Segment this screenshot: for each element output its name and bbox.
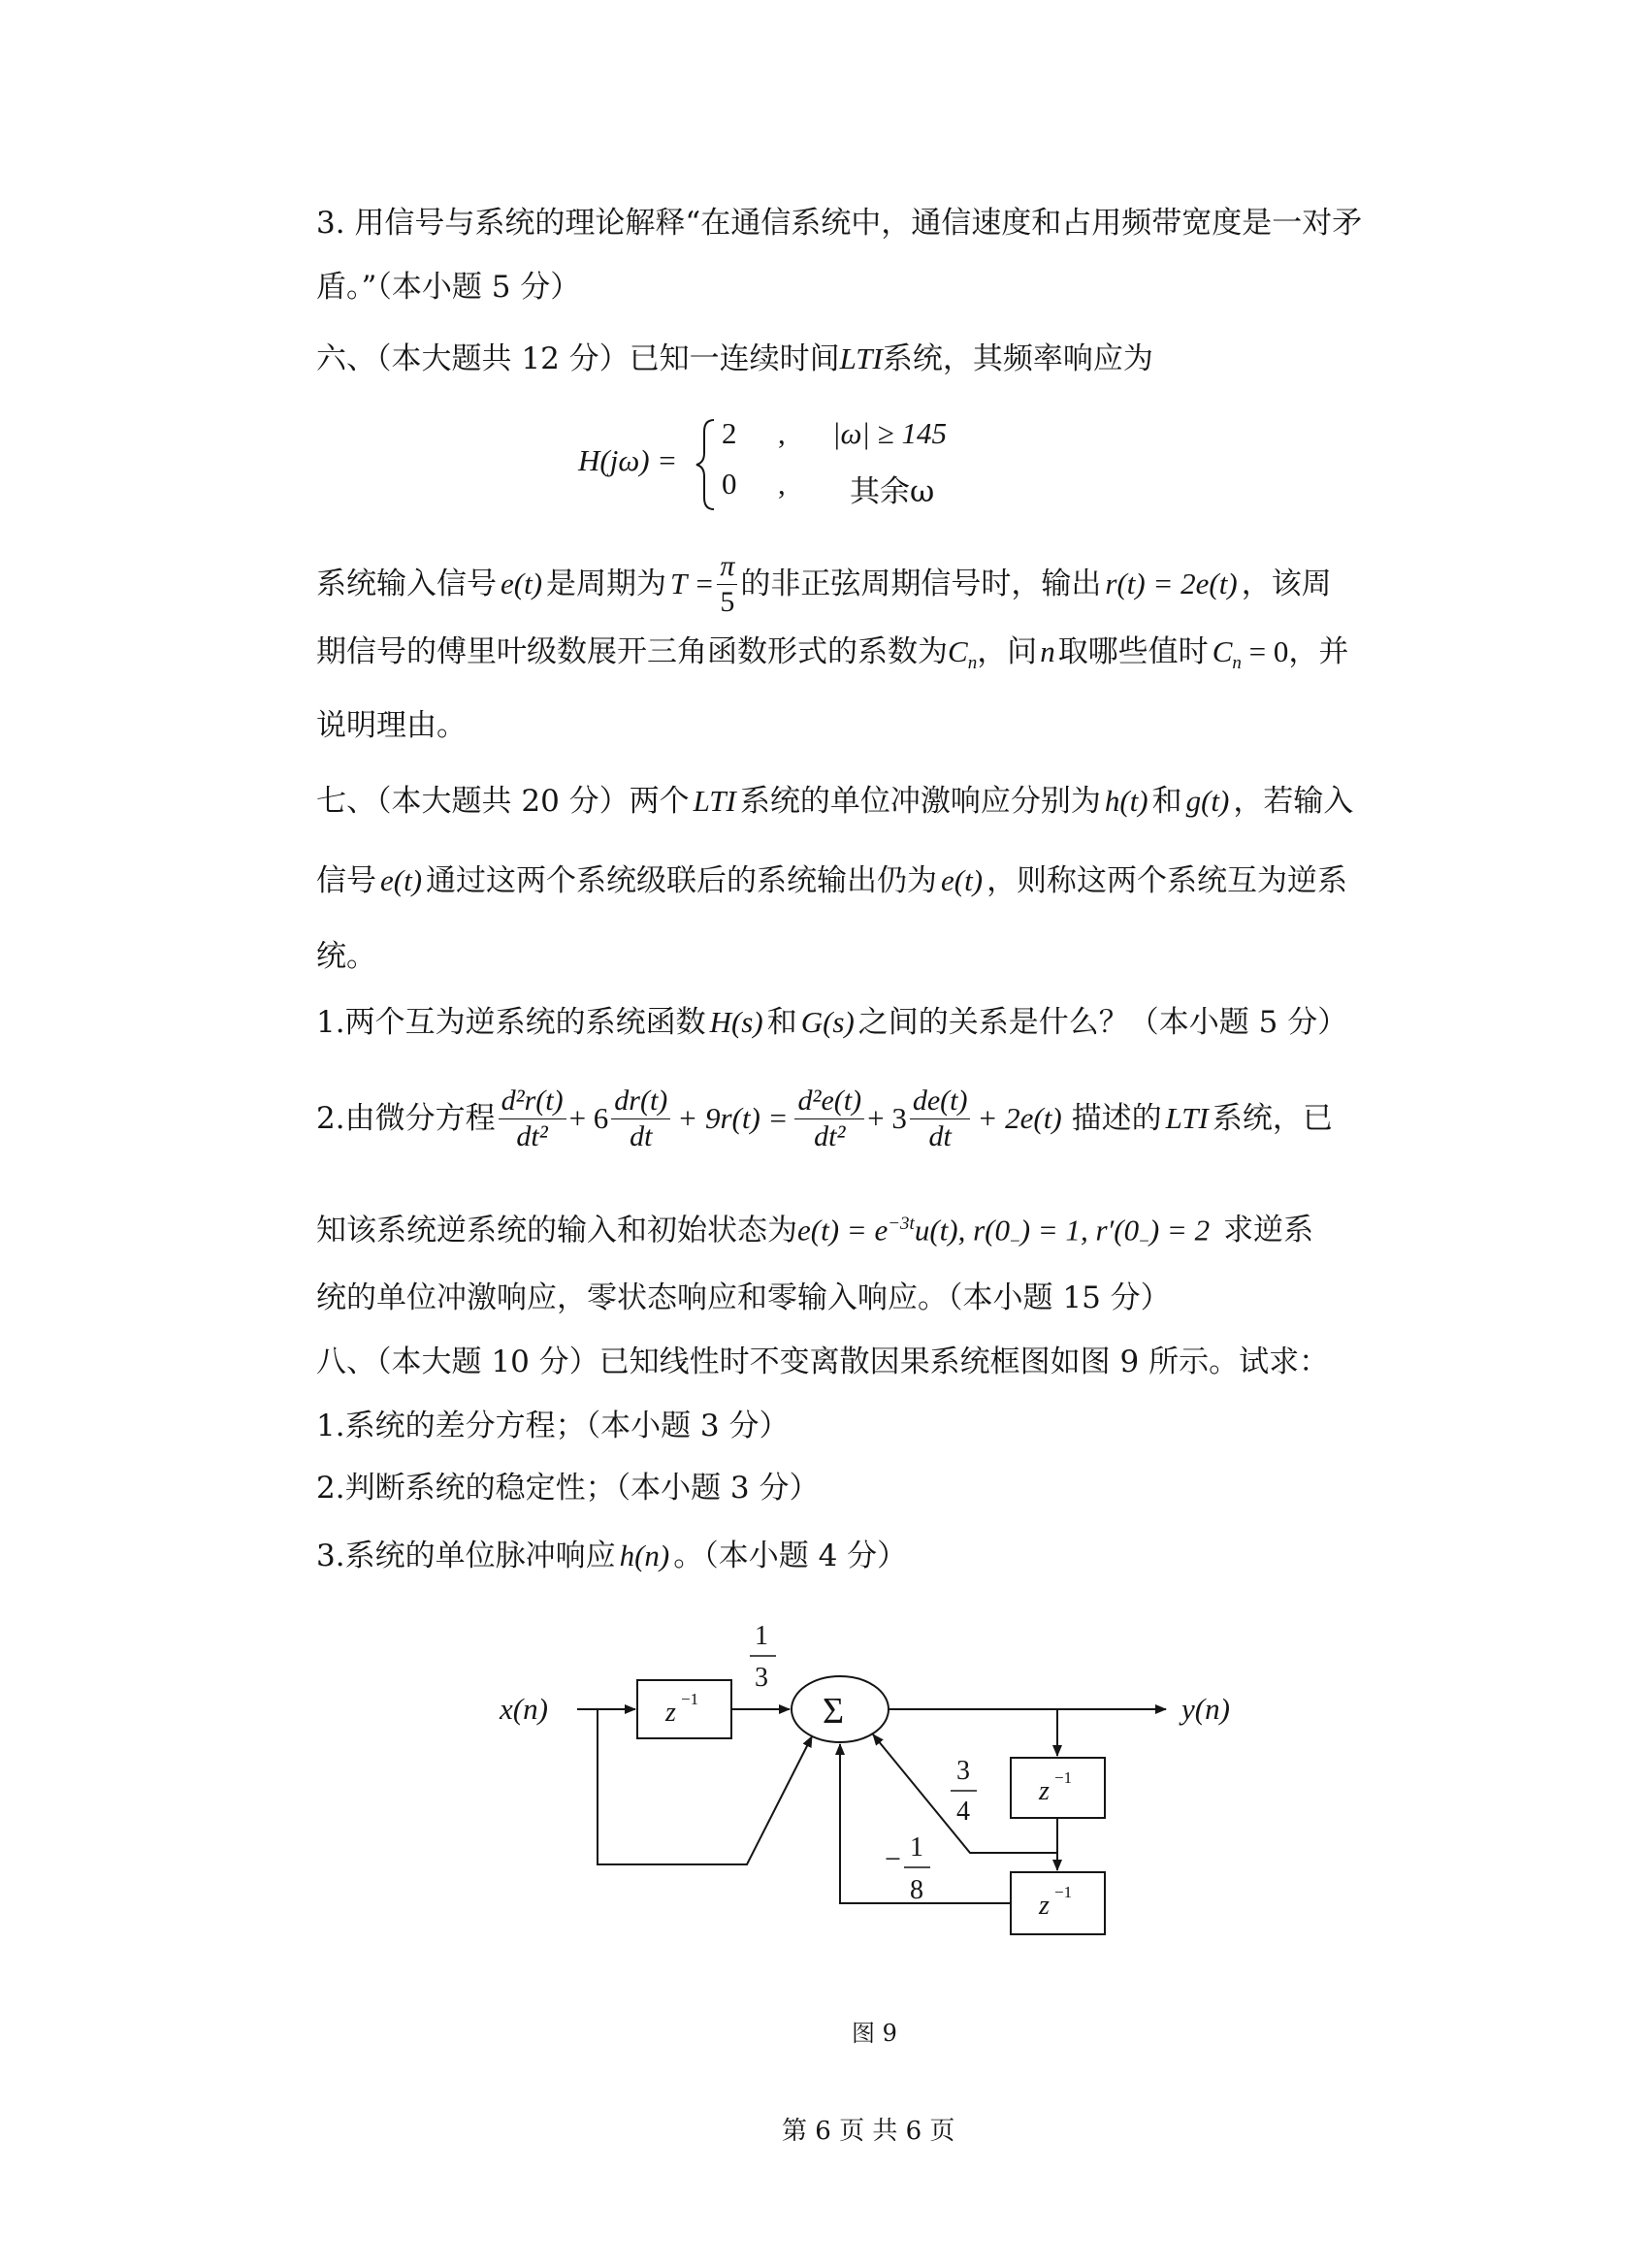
gain-top-den: 3 [755, 1663, 768, 1693]
feedback-3-4 [873, 1734, 1057, 1853]
brace-icon [693, 416, 718, 513]
delay-label-2: z [1039, 1776, 1050, 1806]
feedback-minus-1-8 [840, 1744, 1011, 1903]
q6-header: 六、（本大题共 12 分）已知一连续时间LTI系统，其频率响应为 [316, 341, 1153, 376]
delay-box-2 [1011, 1758, 1105, 1818]
q7-header: 七、（本大题共 20 分）两个 LTI 系统的单位冲激响应分别为 h(t) 和 g(t) ，若输入 [316, 784, 1354, 819]
case1-comma: , [778, 416, 786, 450]
gain-bot-num: 1 [910, 1832, 923, 1863]
gain-mid-num: 3 [956, 1756, 970, 1786]
q6-body-line2: 期信号的傅里叶级数展开三角函数形式的系数为$C_n$，问n取哪些值时 $C_n = 0$，并 [316, 634, 1349, 674]
figure-caption: 图 9 [852, 2020, 897, 2047]
delay-box-3 [1011, 1872, 1105, 1934]
q8-sub2: 2.判断系统的稳定性；（本小题 3 分） [316, 1471, 820, 1506]
q7-line5: 知该系统逆系统的输入和初始状态为$e(t) = e^{-3t}u(t)$, $r(0_-) = 1$, $r'(0_-) = 2$ 求逆系 [316, 1213, 1314, 1252]
delay-label-1: z [665, 1698, 676, 1728]
delay-exp-2: −1 [1054, 1768, 1073, 1787]
q5-item3-line1: 3. 用信号与系统的理论解释“在通信系统中，通信速度和占用频带宽度是一对矛 [316, 206, 1363, 241]
q7-sub2: 2.由微分方程 $\frac{\text{d²r(t)}}{\text{dt²}}$ + 6 $\frac{dr(t)}{dt}$ + 9r(t) = $\frac{\text{d²e(t)}}{\text{dt²}}$ + 3 $\frac{de(t)}{dt}$ + 2e(t) 描述的 LTI 系统，已 [316, 1084, 1333, 1152]
sum-symbol: Σ [823, 1691, 845, 1732]
case2-comma: , [778, 467, 786, 501]
gain-bot-den: 8 [910, 1875, 923, 1905]
case1-value: 2 [722, 416, 737, 450]
bypass-path [598, 1709, 812, 1864]
output-label: y(n) [1181, 1692, 1230, 1726]
q7-line6: 统的单位冲激响应，零状态响应和零输入响应。（本小题 15 分） [316, 1280, 1171, 1315]
case2-condition: 其余ω [850, 474, 935, 509]
q8-sub1: 1.系统的差分方程；（本小题 3 分） [316, 1409, 790, 1443]
delay-box-1 [637, 1680, 731, 1738]
input-label: x(n) [500, 1692, 548, 1726]
delay-exp-1: −1 [681, 1690, 699, 1708]
q6-frequency-response [578, 412, 986, 519]
delay-exp-3: −1 [1054, 1883, 1073, 1901]
page-footer: 第 6 页 共 6 页 [782, 2117, 955, 2146]
case2-value: 0 [722, 467, 737, 501]
q6-body-line1: 系统输入信号 e(t) 是周期为 T = $\frac{\pi}{5}$ 的非正弦周期信号时，输出 r(t) = 2e(t) ，该周 [316, 549, 1332, 618]
q8-sub3: 3.系统的单位脉冲响应 h(n) 。（本小题 4 分） [316, 1539, 908, 1573]
q7-line3: 统。 [316, 939, 376, 974]
q5-item3-line2: 盾。”（本小题 5 分） [316, 270, 581, 305]
q8-header: 八、（本大题 10 分）已知线性时不变离散因果系统框图如图 9 所示。试求： [316, 1345, 1330, 1379]
gain-top-num: 1 [755, 1621, 768, 1651]
delay-label-3: z [1039, 1891, 1050, 1921]
gain-bot-sign: − [885, 1843, 901, 1875]
q7-line2: 信号 e(t) 通过这两个系统级联后的系统输出仍为 e(t) ，则称这两个系统互为逆系 [316, 863, 1348, 898]
block-diagram [466, 1610, 1280, 2018]
gain-mid-den: 4 [956, 1797, 970, 1827]
pi-over-5: $\frac{\pi}{5}$ [717, 549, 737, 620]
q7-sub1: 1.两个互为逆系统的系统函数 H(s) 和 G(s) 之间的关系是什么？（本小题 5 分） [316, 1005, 1348, 1040]
q6-H-label: H(jω) = [578, 443, 678, 477]
q6-body-line3: 说明理由。 [316, 708, 467, 743]
case1-condition: |ω| ≥ 145 [832, 416, 947, 450]
